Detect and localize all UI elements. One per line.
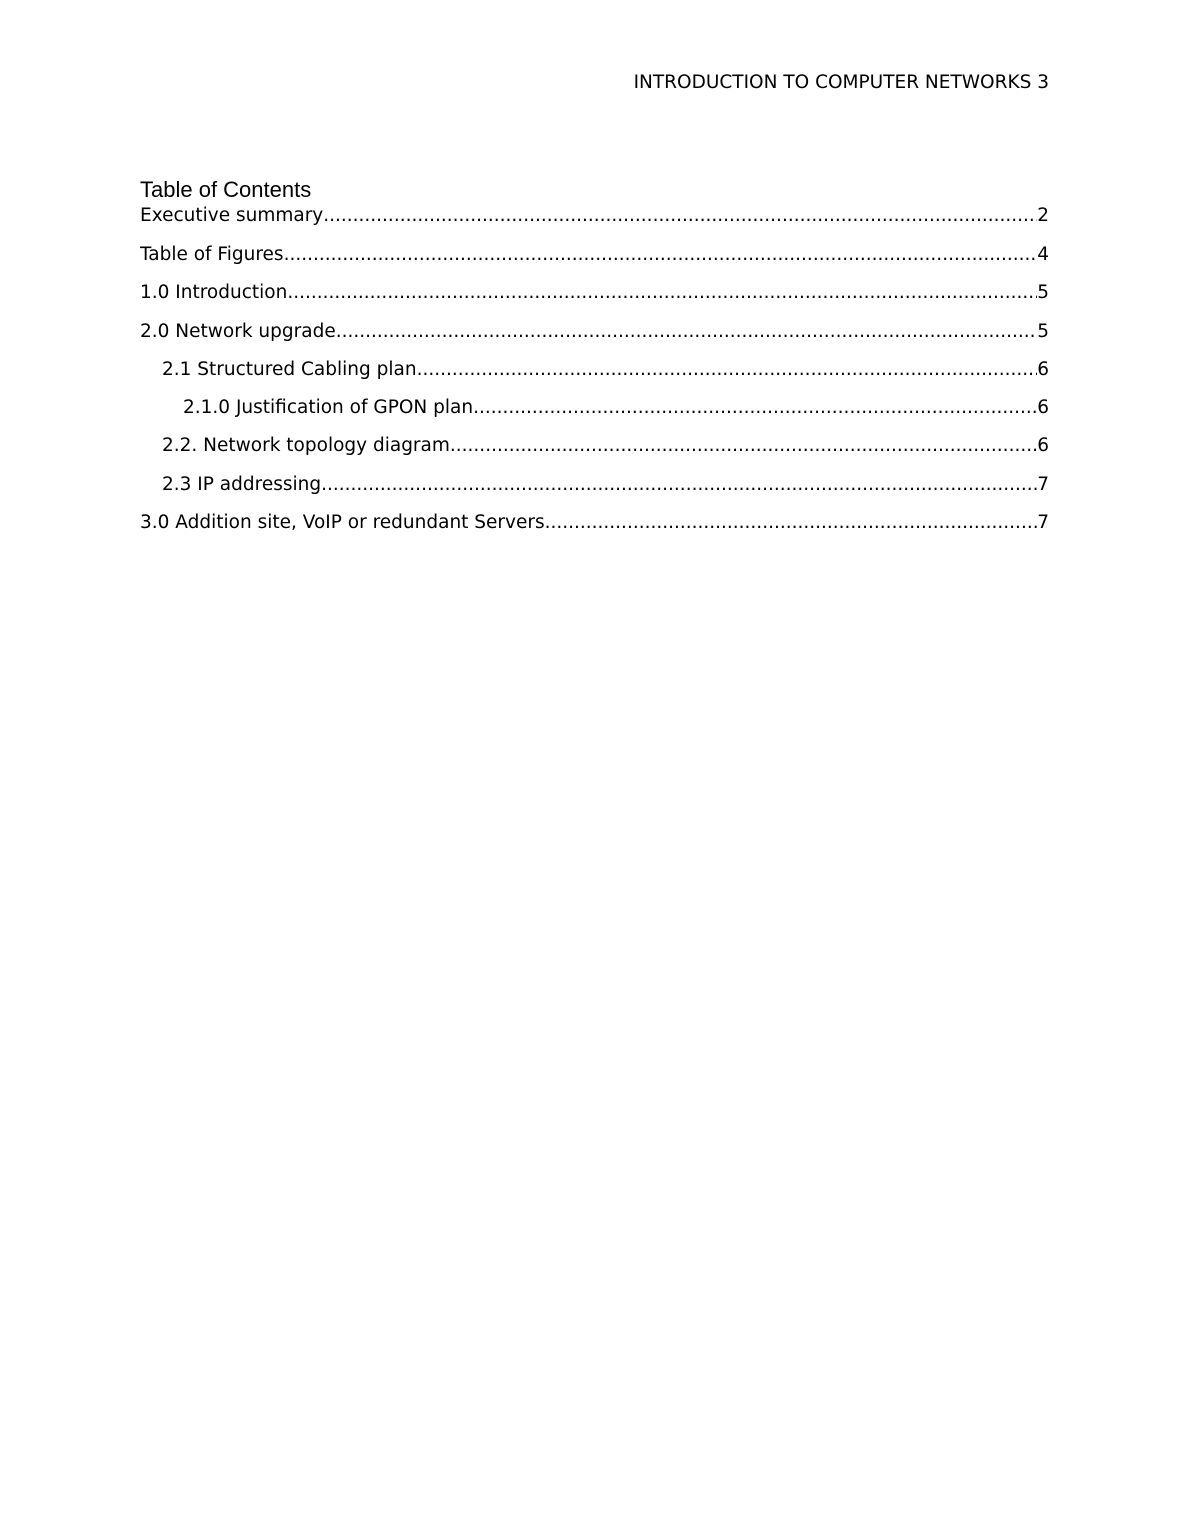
table-of-contents: [140, 177, 1049, 549]
toc-entry-network-topology-diagram[interactable]: [140, 434, 1049, 472]
toc-dot-leader: [417, 358, 1038, 382]
toc-entry-text: 3.0 Addition site, VoIP or redundant Servers: [140, 512, 545, 534]
toc-entry-text: Table of Figures: [140, 244, 284, 265]
toc-entry-text: Executive summary: [140, 205, 324, 226]
toc-entry-introduction[interactable]: [140, 281, 1049, 319]
toc-entry-page: 6: [1037, 435, 1049, 457]
toc-entry-page: 4: [1037, 244, 1049, 265]
toc-entry-text: 2.2. Network topology diagram: [162, 435, 450, 457]
toc-entry-page: 5: [1037, 320, 1049, 342]
toc-entry-text: 2.3 IP addressing: [162, 473, 322, 495]
toc-entry-justification-of-gpon-plan[interactable]: [140, 396, 1049, 434]
toc-entry-text: 2.1.0 Justification of GPON plan: [183, 397, 474, 419]
toc-entry-page: 7: [1037, 512, 1049, 534]
toc-entry-page: 2: [1037, 205, 1049, 226]
toc-dot-leader: [450, 434, 1037, 458]
running-head: INTRODUCTION TO COMPUTER NETWORKS 3: [633, 72, 1049, 93]
toc-entry-network-upgrade[interactable]: [140, 320, 1049, 358]
toc-entry-page: 6: [1037, 358, 1049, 380]
toc-dot-leader: [473, 396, 1037, 420]
toc-dot-leader: [323, 204, 1037, 228]
toc-entry-page: 5: [1037, 282, 1049, 304]
toc-entry-structured-cabling-plan[interactable]: [140, 358, 1049, 396]
toc-entry-table-of-figures[interactable]: [140, 243, 1049, 281]
toc-entry-text: 1.0 Introduction: [140, 282, 288, 304]
toc-dot-leader: [321, 473, 1037, 497]
toc-entry-addition-site[interactable]: [140, 511, 1049, 549]
toc-dot-leader: [284, 243, 1038, 267]
toc-list: [140, 204, 1049, 549]
toc-title: Table of Contents: [140, 177, 312, 202]
toc-entry-text: 2.0 Network upgrade: [140, 320, 336, 342]
toc-entry-text: 2.1 Structured Cabling plan: [162, 358, 417, 380]
toc-entry-ip-addressing[interactable]: [140, 473, 1049, 511]
toc-entry-page: 6: [1037, 397, 1049, 419]
toc-dot-leader: [287, 281, 1037, 305]
toc-dot-leader: [336, 320, 1038, 344]
toc-dot-leader: [545, 511, 1038, 535]
toc-entry-page: 7: [1037, 473, 1049, 495]
toc-entry-executive-summary[interactable]: [140, 204, 1049, 243]
